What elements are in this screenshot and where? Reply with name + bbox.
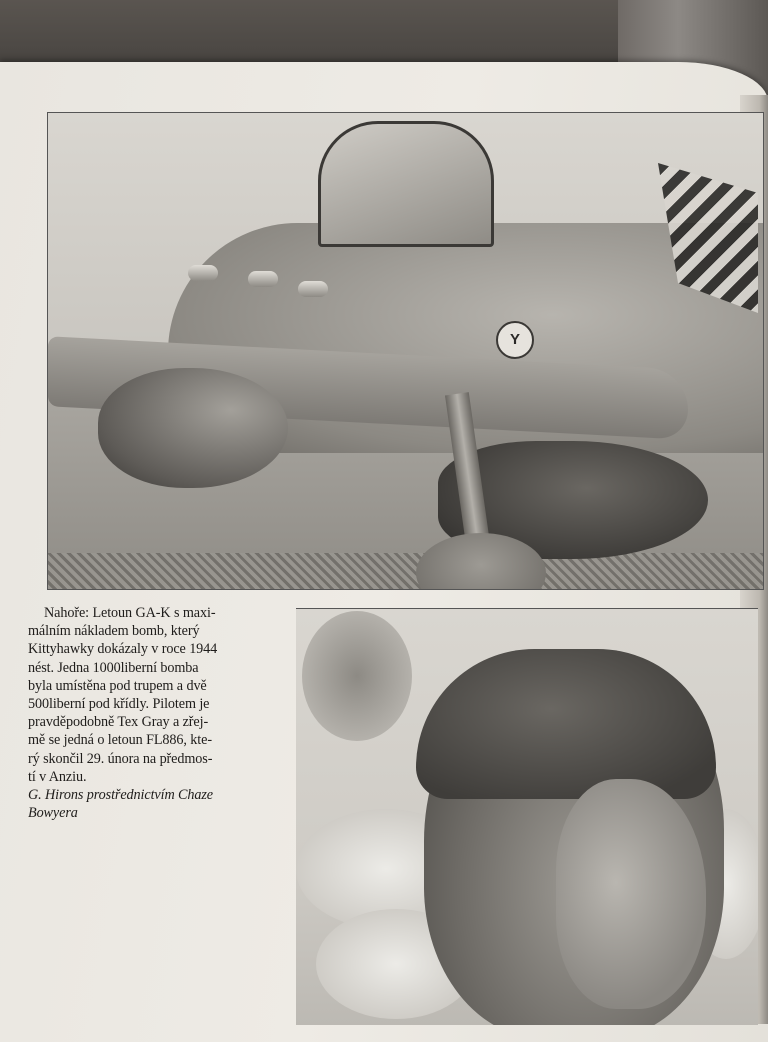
pilot-face <box>556 779 706 1009</box>
caption-line: tí v Anziu. <box>28 768 87 785</box>
aircraft-photo <box>47 112 764 590</box>
caption-line: Kittyhawky dokázaly v roce 1944 <box>28 641 218 658</box>
wing-gun <box>248 271 278 287</box>
photo-ground-matting <box>48 553 763 590</box>
aircraft-canopy <box>318 121 494 247</box>
caption-line: byla umístěna pod trupem a dvě <box>28 677 207 694</box>
blurred-figure <box>302 611 412 741</box>
portrait-photo <box>296 608 758 1025</box>
caption-line: málním nákladem bomb, který <box>28 623 200 640</box>
caption-line: mě se jedná o letoun FL886, kte- <box>28 732 212 749</box>
caption-line: Nahoře: Letoun GA-K s maxi- <box>44 605 216 621</box>
wing-bomb <box>98 368 288 488</box>
photo-credit-line: Bowyera <box>28 805 78 822</box>
photo-credit-line: G. Hirons prostřednictvím Chaze <box>28 787 214 804</box>
caption-line: pravděpodobně Tex Gray a zřej- <box>28 714 209 731</box>
wing-gun <box>188 265 218 281</box>
wing-marking: Y <box>496 321 534 359</box>
pilot-cap <box>416 649 716 799</box>
caption-line: 500liberní pod křídly. Pilotem je <box>28 696 210 713</box>
photo-caption <box>28 604 290 822</box>
caption-line: rý skončil 29. února na předmos- <box>28 750 213 767</box>
wing-gun <box>298 281 328 297</box>
caption-line: nést. Jedna 1000liberní bomba <box>28 659 199 676</box>
